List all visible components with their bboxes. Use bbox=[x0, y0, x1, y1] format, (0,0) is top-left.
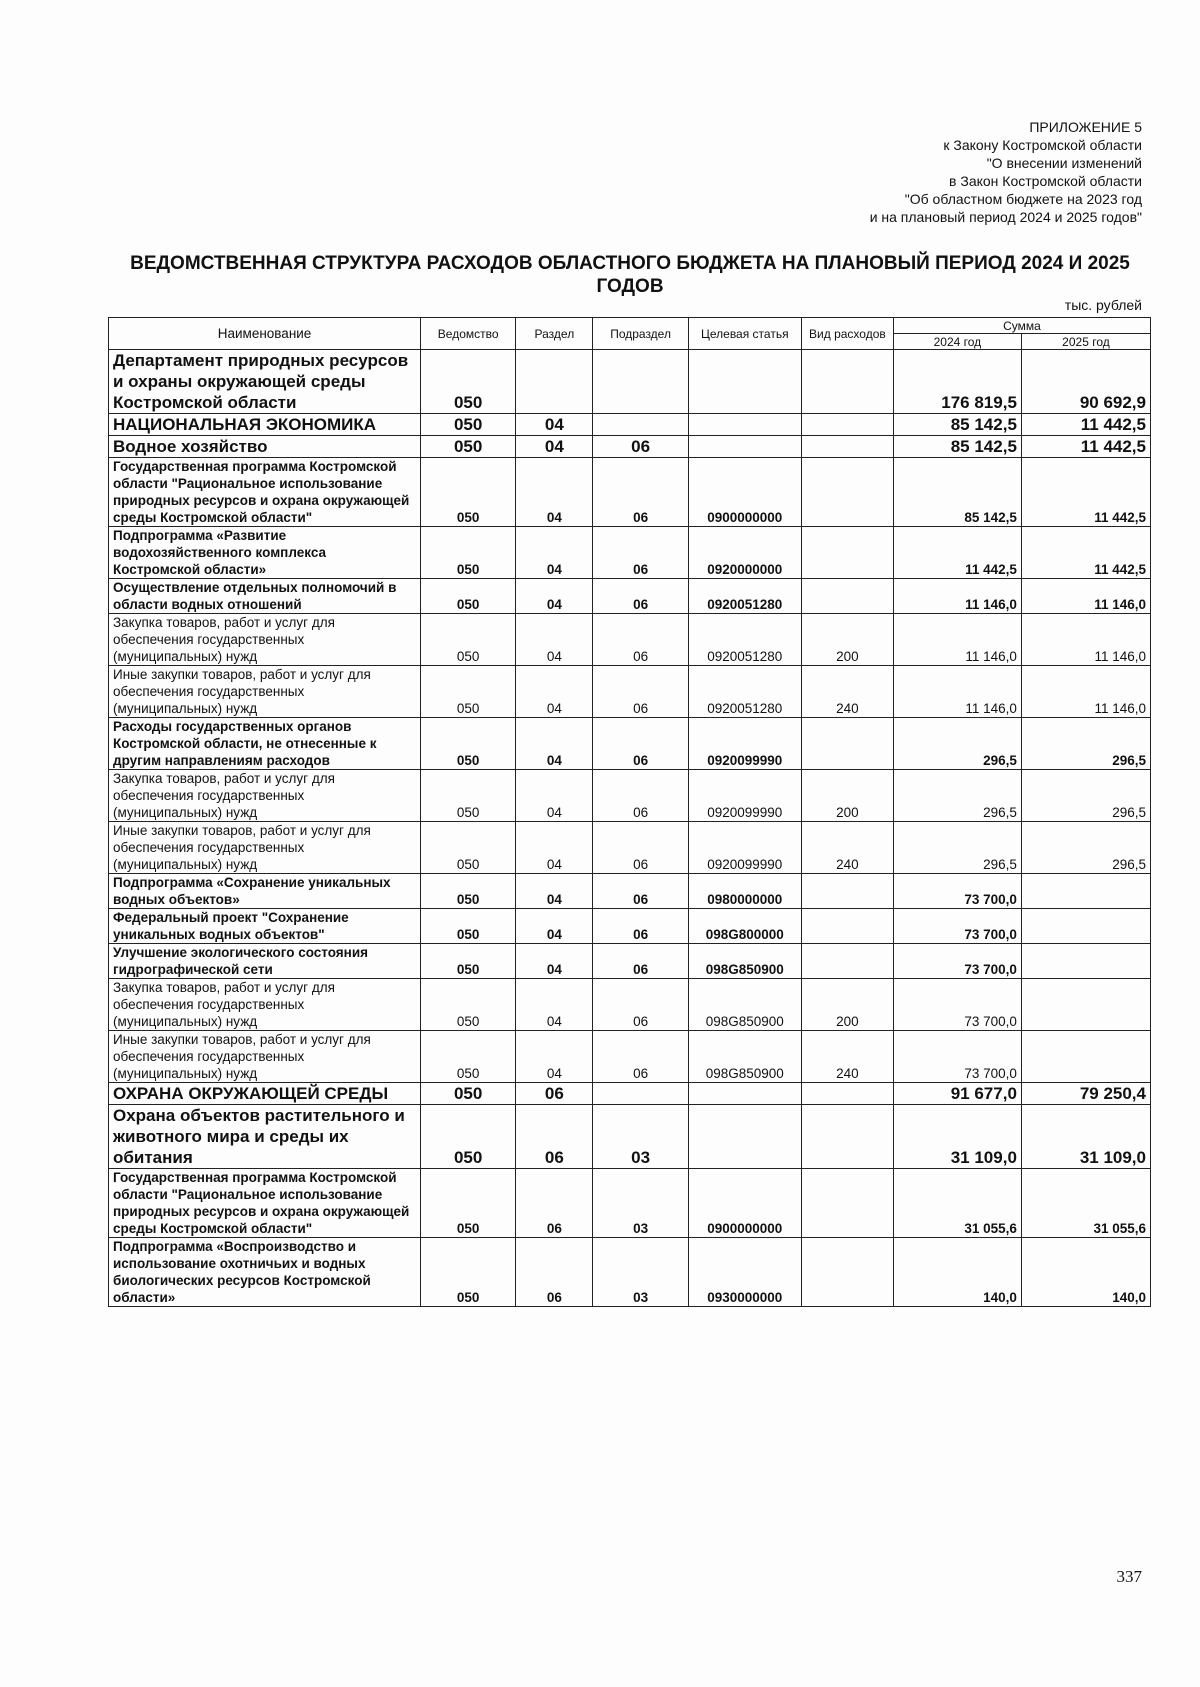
table-row bbox=[109, 944, 1151, 979]
cell-dept: 050 bbox=[421, 1105, 516, 1169]
cell-section: 04 bbox=[516, 979, 593, 1031]
cell-target: 0920000000 bbox=[688, 527, 801, 579]
cell-name: ОХРАНА ОКРУЖАЮЩЕЙ СРЕДЫ bbox=[109, 1083, 421, 1105]
cell-expense-type: 200 bbox=[801, 614, 893, 666]
table-row bbox=[109, 1238, 1151, 1307]
cell-name: Подпрограмма «Сохранение уникальных водных объектов» bbox=[109, 874, 421, 909]
cell-dept: 050 bbox=[421, 579, 516, 614]
cell-sum-2025: 79 250,4 bbox=[1021, 1083, 1150, 1105]
cell-section: 06 bbox=[516, 1105, 593, 1169]
cell-expense-type bbox=[801, 350, 893, 414]
cell-expense-type bbox=[801, 414, 893, 436]
table-row bbox=[109, 414, 1151, 436]
cell-target: 0920099990 bbox=[688, 822, 801, 874]
cell-section: 04 bbox=[516, 822, 593, 874]
table-row bbox=[109, 909, 1151, 944]
cell-target bbox=[688, 350, 801, 414]
cell-sum-2025: 11 442,5 bbox=[1021, 527, 1150, 579]
cell-name: Иные закупки товаров, работ и услуг для обеспечения государственных (муниципальных) нужд bbox=[109, 822, 421, 874]
cell-name: Департамент природных ресурсов и охраны окружающей среды Костромской области bbox=[109, 350, 421, 414]
cell-name: Закупка товаров, работ и услуг для обеспечения государственных (муниципальных) нужд bbox=[109, 979, 421, 1031]
cell-subsection: 06 bbox=[593, 579, 688, 614]
appendix-line: и на плановый период 2024 и 2025 годов" bbox=[869, 209, 1142, 225]
cell-section: 04 bbox=[516, 666, 593, 718]
cell-subsection: 06 bbox=[593, 527, 688, 579]
cell-sum-2024: 73 700,0 bbox=[893, 909, 1021, 944]
table-row bbox=[109, 1105, 1151, 1169]
table-row bbox=[109, 614, 1151, 666]
cell-subsection: 06 bbox=[593, 436, 688, 458]
cell-sum-2024: 11 146,0 bbox=[893, 614, 1021, 666]
cell-section: 04 bbox=[516, 436, 593, 458]
cell-section: 04 bbox=[516, 414, 593, 436]
cell-sum-2025: 296,5 bbox=[1021, 770, 1150, 822]
table-header bbox=[109, 318, 1151, 350]
cell-dept: 050 bbox=[421, 527, 516, 579]
cell-name: Охрана объектов растительного и животного мира и среды их обитания bbox=[109, 1105, 421, 1169]
cell-name: НАЦИОНАЛЬНАЯ ЭКОНОМИКА bbox=[109, 414, 421, 436]
cell-target: 0900000000 bbox=[688, 1169, 801, 1238]
cell-dept: 050 bbox=[421, 718, 516, 770]
cell-name: Федеральный проект "Сохранение уникальных водных объектов" bbox=[109, 909, 421, 944]
cell-sum-2025 bbox=[1021, 979, 1150, 1031]
cell-expense-type bbox=[801, 944, 893, 979]
cell-sum-2025 bbox=[1021, 909, 1150, 944]
cell-sum-2025: 11 442,5 bbox=[1021, 436, 1150, 458]
table-row bbox=[109, 350, 1151, 414]
cell-target: 098G850900 bbox=[688, 1031, 801, 1083]
cell-subsection: 06 bbox=[593, 822, 688, 874]
cell-dept: 050 bbox=[421, 614, 516, 666]
cell-subsection: 06 bbox=[593, 718, 688, 770]
cell-expense-type bbox=[801, 1105, 893, 1169]
cell-sum-2025: 11 146,0 bbox=[1021, 614, 1150, 666]
cell-section: 04 bbox=[516, 718, 593, 770]
appendix-line: к Закону Костромской области bbox=[943, 137, 1142, 153]
cell-section: 04 bbox=[516, 458, 593, 527]
cell-dept: 050 bbox=[421, 436, 516, 458]
table-row bbox=[109, 1031, 1151, 1083]
cell-dept: 050 bbox=[421, 666, 516, 718]
table-row bbox=[109, 579, 1151, 614]
cell-subsection bbox=[593, 350, 688, 414]
header-year-2025: 2025 год bbox=[1021, 334, 1150, 350]
cell-target: 098G850900 bbox=[688, 979, 801, 1031]
cell-dept: 050 bbox=[421, 944, 516, 979]
cell-subsection: 06 bbox=[593, 909, 688, 944]
cell-dept: 050 bbox=[421, 1031, 516, 1083]
cell-dept: 050 bbox=[421, 874, 516, 909]
cell-subsection: 06 bbox=[593, 1031, 688, 1083]
cell-sum-2024: 91 677,0 bbox=[893, 1083, 1021, 1105]
cell-subsection bbox=[593, 1083, 688, 1105]
cell-expense-type bbox=[801, 458, 893, 527]
cell-subsection: 03 bbox=[593, 1169, 688, 1238]
page-number: 337 bbox=[1116, 1567, 1142, 1586]
cell-section: 04 bbox=[516, 527, 593, 579]
cell-sum-2024: 140,0 bbox=[893, 1238, 1021, 1307]
cell-target bbox=[688, 436, 801, 458]
cell-sum-2024: 31 109,0 bbox=[893, 1105, 1021, 1169]
cell-target: 0900000000 bbox=[688, 458, 801, 527]
table-row bbox=[109, 979, 1151, 1031]
cell-name: Закупка товаров, работ и услуг для обеспечения государственных (муниципальных) нужд bbox=[109, 614, 421, 666]
budget-table bbox=[108, 317, 1151, 1307]
cell-sum-2025: 11 146,0 bbox=[1021, 579, 1150, 614]
cell-expense-type bbox=[801, 718, 893, 770]
cell-name: Закупка товаров, работ и услуг для обеспечения государственных (муниципальных) нужд bbox=[109, 770, 421, 822]
cell-subsection: 06 bbox=[593, 770, 688, 822]
cell-subsection: 06 bbox=[593, 614, 688, 666]
header-section: Раздел bbox=[516, 318, 593, 350]
cell-dept: 050 bbox=[421, 1169, 516, 1238]
cell-sum-2024: 11 146,0 bbox=[893, 579, 1021, 614]
cell-name: Государственная программа Костромской области "Рациональное использование природных ресурсов и охрана окружающей среды Костромской области" bbox=[109, 1169, 421, 1238]
table-row bbox=[109, 718, 1151, 770]
cell-target: 0920051280 bbox=[688, 666, 801, 718]
units-label: тыс. рублей bbox=[1064, 297, 1142, 313]
cell-subsection: 03 bbox=[593, 1105, 688, 1169]
cell-target: 098G850900 bbox=[688, 944, 801, 979]
table-row bbox=[109, 666, 1151, 718]
cell-target: 0980000000 bbox=[688, 874, 801, 909]
cell-target: 0920099990 bbox=[688, 718, 801, 770]
document-title: ВЕДОМСТВЕННАЯ СТРУКТУРА РАСХОДОВ ОБЛАСТНОГО БЮДЖЕТА НА ПЛАНОВЫЙ ПЕРИОД 2024 И 2025 ГОДОВ bbox=[130, 253, 1130, 297]
cell-dept: 050 bbox=[421, 350, 516, 414]
cell-subsection: 06 bbox=[593, 979, 688, 1031]
cell-sum-2025: 31 055,6 bbox=[1021, 1169, 1150, 1238]
cell-dept: 050 bbox=[421, 770, 516, 822]
table-row bbox=[109, 436, 1151, 458]
cell-subsection: 06 bbox=[593, 458, 688, 527]
cell-name: Водное хозяйство bbox=[109, 436, 421, 458]
cell-sum-2024: 73 700,0 bbox=[893, 944, 1021, 979]
header-target: Целевая статья bbox=[688, 318, 801, 350]
cell-sum-2024: 296,5 bbox=[893, 718, 1021, 770]
table-row bbox=[109, 1169, 1151, 1238]
cell-name: Иные закупки товаров, работ и услуг для обеспечения государственных (муниципальных) нужд bbox=[109, 666, 421, 718]
appendix-line: "Об областном бюджете на 2023 год bbox=[904, 191, 1142, 207]
cell-section: 06 bbox=[516, 1083, 593, 1105]
cell-dept: 050 bbox=[421, 1238, 516, 1307]
table-row bbox=[109, 770, 1151, 822]
cell-sum-2024: 176 819,5 bbox=[893, 350, 1021, 414]
appendix-line: в Закон Костромской области bbox=[949, 173, 1142, 189]
cell-section: 06 bbox=[516, 1238, 593, 1307]
cell-expense-type bbox=[801, 1169, 893, 1238]
cell-name: Иные закупки товаров, работ и услуг для обеспечения государственных (муниципальных) нужд bbox=[109, 1031, 421, 1083]
table-row bbox=[109, 458, 1151, 527]
cell-dept: 050 bbox=[421, 1083, 516, 1105]
cell-target bbox=[688, 414, 801, 436]
cell-sum-2024: 11 442,5 bbox=[893, 527, 1021, 579]
cell-expense-type bbox=[801, 1083, 893, 1105]
cell-dept: 050 bbox=[421, 909, 516, 944]
cell-section: 04 bbox=[516, 770, 593, 822]
cell-expense-type bbox=[801, 436, 893, 458]
cell-dept: 050 bbox=[421, 822, 516, 874]
cell-sum-2024: 73 700,0 bbox=[893, 979, 1021, 1031]
header-year-2024: 2024 год bbox=[893, 334, 1021, 350]
cell-dept: 050 bbox=[421, 458, 516, 527]
cell-target bbox=[688, 1083, 801, 1105]
header-name: Наименование bbox=[109, 318, 421, 350]
cell-sum-2025: 11 442,5 bbox=[1021, 414, 1150, 436]
cell-sum-2024: 296,5 bbox=[893, 822, 1021, 874]
cell-subsection bbox=[593, 414, 688, 436]
cell-expense-type: 200 bbox=[801, 979, 893, 1031]
appendix-header bbox=[870, 118, 1142, 226]
cell-sum-2024: 85 142,5 bbox=[893, 436, 1021, 458]
cell-sum-2025 bbox=[1021, 1031, 1150, 1083]
cell-sum-2024: 31 055,6 bbox=[893, 1169, 1021, 1238]
cell-section: 04 bbox=[516, 909, 593, 944]
cell-expense-type bbox=[801, 579, 893, 614]
cell-sum-2025: 11 442,5 bbox=[1021, 458, 1150, 527]
table-row bbox=[109, 822, 1151, 874]
header-sum: Сумма bbox=[893, 318, 1150, 334]
cell-expense-type: 240 bbox=[801, 666, 893, 718]
cell-name: Государственная программа Костромской области "Рациональное использование природных ресурсов и охрана окружающей среды Костромской области" bbox=[109, 458, 421, 527]
table-row bbox=[109, 1083, 1151, 1105]
cell-name: Подпрограмма «Воспроизводство и использование охотничьих и водных биологических ресурсов Костромской области» bbox=[109, 1238, 421, 1307]
cell-expense-type bbox=[801, 909, 893, 944]
cell-sum-2025: 296,5 bbox=[1021, 718, 1150, 770]
appendix-line: ПРИЛОЖЕНИЕ 5 bbox=[1029, 119, 1142, 135]
cell-sum-2024: 85 142,5 bbox=[893, 458, 1021, 527]
cell-target: 0920099990 bbox=[688, 770, 801, 822]
cell-sum-2025 bbox=[1021, 874, 1150, 909]
cell-dept: 050 bbox=[421, 414, 516, 436]
cell-sum-2025: 296,5 bbox=[1021, 822, 1150, 874]
cell-target: 0930000000 bbox=[688, 1238, 801, 1307]
cell-sum-2024: 296,5 bbox=[893, 770, 1021, 822]
cell-section: 06 bbox=[516, 1169, 593, 1238]
table-row bbox=[109, 874, 1151, 909]
cell-expense-type bbox=[801, 1238, 893, 1307]
cell-expense-type: 240 bbox=[801, 1031, 893, 1083]
cell-subsection: 06 bbox=[593, 666, 688, 718]
cell-name: Улучшение экологического состояния гидрографической сети bbox=[109, 944, 421, 979]
cell-subsection: 06 bbox=[593, 944, 688, 979]
cell-name: Расходы государственных органов Костромской области, не отнесенные к другим направлениям расходов bbox=[109, 718, 421, 770]
cell-section: 04 bbox=[516, 614, 593, 666]
cell-name: Осуществление отдельных полномочий в области водных отношений bbox=[109, 579, 421, 614]
appendix-line: "О внесении изменений bbox=[986, 155, 1142, 171]
cell-target bbox=[688, 1105, 801, 1169]
header-expense-type: Вид расходов bbox=[801, 318, 893, 350]
cell-sum-2025: 11 146,0 bbox=[1021, 666, 1150, 718]
cell-sum-2024: 11 146,0 bbox=[893, 666, 1021, 718]
cell-name: Подпрограмма «Развитие водохозяйственного комплекса Костромской области» bbox=[109, 527, 421, 579]
cell-sum-2024: 73 700,0 bbox=[893, 874, 1021, 909]
cell-sum-2024: 73 700,0 bbox=[893, 1031, 1021, 1083]
table-body bbox=[109, 350, 1151, 1307]
cell-dept: 050 bbox=[421, 979, 516, 1031]
cell-section: 04 bbox=[516, 1031, 593, 1083]
cell-sum-2024: 85 142,5 bbox=[893, 414, 1021, 436]
cell-sum-2025 bbox=[1021, 944, 1150, 979]
cell-sum-2025: 140,0 bbox=[1021, 1238, 1150, 1307]
cell-target: 0920051280 bbox=[688, 579, 801, 614]
cell-target: 098G800000 bbox=[688, 909, 801, 944]
cell-subsection: 06 bbox=[593, 874, 688, 909]
cell-sum-2025: 90 692,9 bbox=[1021, 350, 1150, 414]
cell-target: 0920051280 bbox=[688, 614, 801, 666]
cell-section: 04 bbox=[516, 874, 593, 909]
cell-subsection: 03 bbox=[593, 1238, 688, 1307]
cell-expense-type: 200 bbox=[801, 770, 893, 822]
cell-section bbox=[516, 350, 593, 414]
header-dept: Ведомство bbox=[421, 318, 516, 350]
cell-section: 04 bbox=[516, 579, 593, 614]
header-subsection: Подраздел bbox=[593, 318, 688, 350]
cell-expense-type: 240 bbox=[801, 822, 893, 874]
cell-sum-2025: 31 109,0 bbox=[1021, 1105, 1150, 1169]
cell-expense-type bbox=[801, 874, 893, 909]
cell-expense-type bbox=[801, 527, 893, 579]
table-row bbox=[109, 527, 1151, 579]
cell-section: 04 bbox=[516, 944, 593, 979]
